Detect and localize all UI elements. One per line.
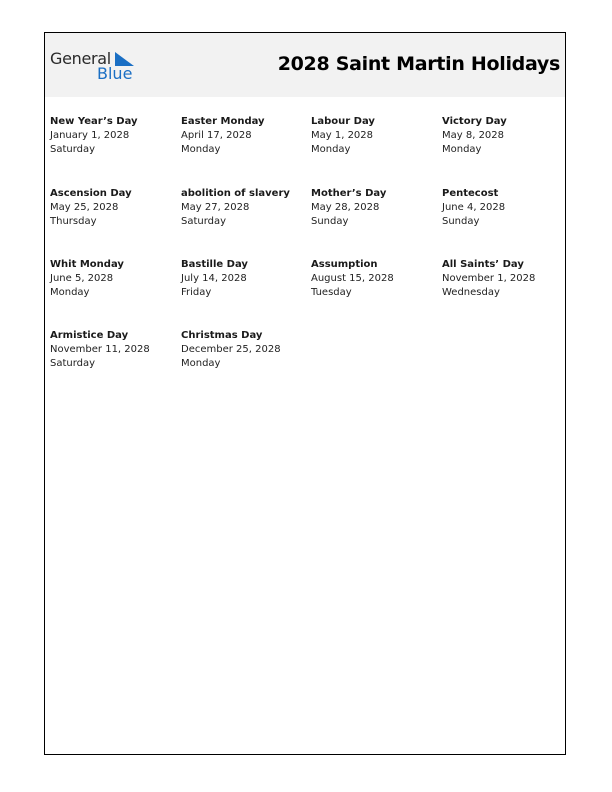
holiday-item	[50, 115, 178, 157]
holiday-date: November 11, 2028	[50, 344, 150, 355]
holiday-name: Armistice Day	[50, 330, 129, 341]
holiday-name: Whit Monday	[50, 259, 124, 270]
logo-text-blue: Blue	[97, 64, 133, 83]
holiday-date: April 17, 2028	[181, 130, 252, 141]
holiday-date: July 14, 2028	[181, 273, 247, 284]
holiday-date: May 28, 2028	[311, 202, 380, 213]
holiday-item	[311, 187, 439, 229]
holiday-weekday: Saturday	[50, 144, 96, 155]
holiday-item	[50, 258, 178, 300]
holiday-item	[181, 258, 309, 300]
holiday-weekday: Saturday	[50, 358, 96, 369]
holiday-date: May 25, 2028	[50, 202, 119, 213]
holiday-name: All Saints’ Day	[442, 259, 524, 270]
holiday-weekday: Tuesday	[311, 287, 352, 298]
page-title: 2028 Saint Martin Holidays	[277, 53, 560, 75]
holiday-name: Bastille Day	[181, 259, 248, 270]
holiday-name: Labour Day	[311, 116, 375, 127]
holiday-item	[442, 115, 570, 157]
holiday-date: January 1, 2028	[50, 130, 130, 141]
holiday-date: May 27, 2028	[181, 202, 250, 213]
holiday-date: June 5, 2028	[50, 273, 114, 284]
holiday-name: abolition of slavery	[181, 188, 290, 199]
holiday-weekday: Monday	[50, 287, 90, 298]
holiday-weekday: Friday	[181, 287, 212, 298]
holiday-name: Easter Monday	[181, 116, 265, 127]
holiday-item	[50, 329, 178, 371]
generalblue-logo	[50, 49, 140, 83]
holiday-name: Assumption	[311, 259, 378, 270]
holiday-weekday: Monday	[311, 144, 351, 155]
holiday-name: Pentecost	[442, 188, 499, 199]
holiday-name: Ascension Day	[50, 188, 132, 199]
holiday-weekday: Sunday	[311, 216, 349, 227]
holiday-weekday: Monday	[181, 144, 221, 155]
holiday-weekday: Monday	[442, 144, 482, 155]
holiday-date: May 1, 2028	[311, 130, 374, 141]
holiday-item	[311, 115, 439, 157]
holiday-item	[50, 187, 178, 229]
holiday-item	[181, 329, 309, 371]
holiday-item	[181, 187, 309, 229]
calendar-page	[44, 32, 566, 755]
logo-text-general: General	[50, 49, 111, 68]
holiday-name: Victory Day	[442, 116, 507, 127]
holiday-item	[311, 258, 439, 300]
holiday-weekday: Saturday	[181, 216, 227, 227]
holiday-date: August 15, 2028	[311, 273, 394, 284]
holiday-date: December 25, 2028	[181, 344, 281, 355]
holiday-item	[181, 115, 309, 157]
holiday-item	[442, 258, 570, 300]
holiday-date: May 8, 2028	[442, 130, 505, 141]
holiday-weekday: Sunday	[442, 216, 480, 227]
holiday-weekday: Thursday	[50, 216, 97, 227]
holiday-date: June 4, 2028	[442, 202, 506, 213]
holiday-name: Mother’s Day	[311, 188, 387, 199]
holiday-weekday: Monday	[181, 358, 221, 369]
holiday-name: New Year’s Day	[50, 116, 138, 127]
page-header	[45, 33, 565, 97]
holiday-name: Christmas Day	[181, 330, 263, 341]
holiday-item	[442, 187, 570, 229]
holiday-weekday: Wednesday	[442, 287, 500, 298]
holiday-date: November 1, 2028	[442, 273, 536, 284]
